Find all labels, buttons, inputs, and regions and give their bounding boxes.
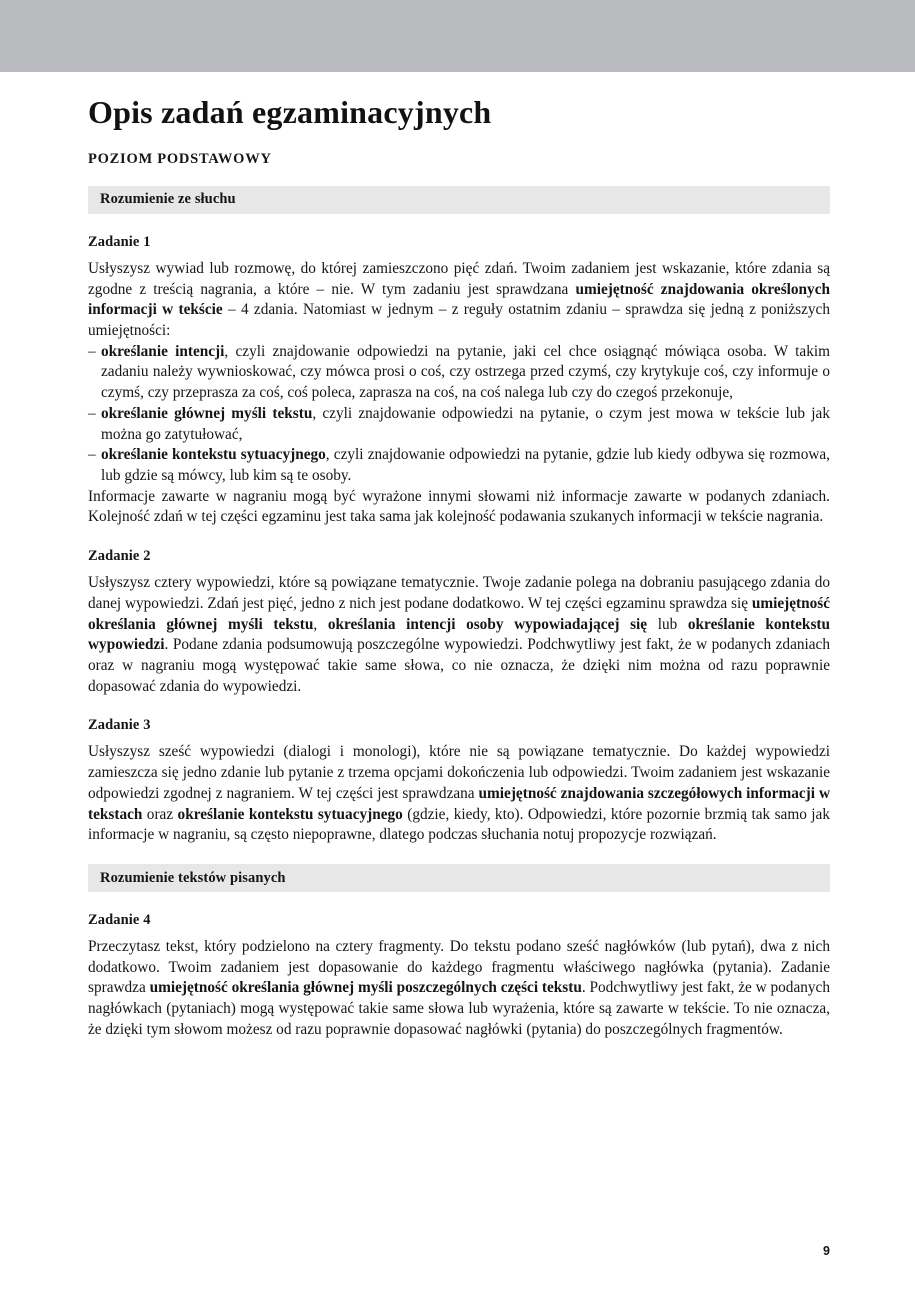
task-2-text-a: Usłyszysz cztery wypowiedzi, które są powiązane tematycznie. Twoje zadanie polega na dobraniu pasującego zdania do danej wypowiedzi. Zdań jest pięć, jedno z nich jest podane dodatkowo. W tej części egzaminu sprawdza się: [88, 574, 830, 612]
task-3-bold-a: umiejętność znajdowania szczegółowych informacji w tekstach: [88, 784, 830, 823]
task-4-text-b: . Podchwytliwy jest fakt, że w podanych nagłówkach (pytaniach) mogą występować takie same słowa lub wyrażenia, które są zawarte w tekście. To nie oznacza, że dzięki tym słowom możesz od razu poprawnie dopasować nagłówki (pytania) do poszczególnych fragmentów.: [88, 979, 830, 1038]
list-item: [88, 404, 830, 445]
list-item: [88, 445, 830, 486]
task-1-outro: Informacje zawarte w nagraniu mogą być wyrażone innymi słowami niż informacje zawarte w podanych zdaniach. Kolejność zdań w tej części egzaminu jest taka sama jak kolejność podawania szukanych informacji w tekście nagrania.: [88, 487, 830, 526]
task-heading-4: Zadanie 4: [88, 912, 151, 929]
task-1-intro-text-b: – 4 zdania. Natomiast w jednym – z reguły ostatnim zdaniu – sprawdza się jedną z poniższych umiejętności:: [88, 301, 830, 339]
page-title: Opis zadań egzaminacyjnych: [88, 94, 492, 130]
task-heading-3: Zadanie 3: [88, 717, 151, 734]
task-3-text-a: Usłyszysz sześć wypowiedzi (dialogi i monologi), które nie są powiązane tematycznie. Do każdej wypowiedzi zamieszcza się jedno zdanie lub pytanie z trzema opcjami dokończenia lub odpowiedzi. Twoim zadaniem jest wskazanie odpowiedzi zgodnej z nagraniem. W tej części jest sprawdzana: [88, 743, 830, 802]
task-4-bold-a: umiejętność określania głównej myśli poszczególnych części tekstu: [149, 979, 582, 997]
page-number: 9: [823, 1244, 830, 1258]
task-2-body: [88, 573, 830, 697]
task-1-intro: [88, 259, 830, 342]
task-3-text-c: (gdzie, kiedy, kto). Odpowiedzi, które pozornie brzmią tak samo jak informacje w nagraniu, są często niepoprawne, dlatego podczas słuchania notuj propozycje rozwiązań.: [88, 805, 830, 844]
task-1-intro-bold-a: umiejętność znajdowania określonych informacji w tekście: [88, 280, 831, 319]
task-1-bullet-2-bold: określanie głównej myśli tekstu: [101, 404, 313, 422]
section-header-reading: [88, 864, 830, 892]
task-3-bold-b: określanie kontekstu sytuacyjnego: [177, 805, 403, 823]
task-1-bullet-2-text: , czyli znajdowanie odpowiedzi na pytanie, o czym jest mowa w tekście lub jak można go zatytułować,: [101, 404, 830, 443]
task-1-bullet-3-text: , czyli znajdowanie odpowiedzi na pytanie, gdzie lub kiedy odbywa się rozmowa, lub gdzie są mówcy, lub kim są te osoby.: [101, 446, 831, 484]
task-block-2: [88, 548, 830, 697]
task-1-skill-list: [88, 342, 830, 487]
exam-level-label: POZIOM PODSTAWOWY: [88, 150, 272, 167]
page-content: [0, 72, 915, 1294]
task-1-bullet-1-text: , czyli znajdowanie odpowiedzi na pytanie, jaki cel chce osiągnąć mówiąca osoba. W takim zadaniu należy wywnioskować, czy mówca prosi o coś, czy ostrzega przed czymś, czy krytykuje coś, czy informuje o czymś, czy przeprasza za coś, coś poleca, zaprasza na coś, na coś nalega lub czy do czegoś przekonuje,: [101, 342, 831, 402]
task-1-intro-text-a: Usłyszysz wywiad lub rozmowę, do której zamieszczono pięć zdań. Twoim zadaniem jest wskazanie, które zdania są zgodne z treścią nagrania, a które – nie. W tym zadaniu jest sprawdzana: [88, 259, 830, 298]
task-4-text-a: Przeczytasz tekst, który podzielono na cztery fragmenty. Do tekstu podano sześć nagłówków (lub pytań), dwa z nich dodatkowo. Twoim zadaniem jest dopasowanie do każdego fragmentu właściwego nagłówka (pytania). Zadanie sprawdza: [88, 938, 830, 997]
section-title-listening: Rozumienie ze słuchu: [100, 191, 236, 208]
section-title-reading: Rozumienie tekstów pisanych: [100, 869, 286, 886]
task-block-3: [88, 717, 830, 846]
task-2-text-d: . Podane zdania podsumowują poszczególne wypowiedzi. Podchwytliwy jest fakt, że w podanych zdaniach oraz w nagraniu mogą występować takie same słowa, co nie oznacza, że dzięki nim można od razu poprawnie dopasować zdania do wypowiedzi.: [88, 636, 830, 695]
task-2-bold-b: określania intencji osoby wypowiadającej się: [327, 615, 648, 633]
task-4-body: [88, 937, 830, 1041]
task-2-bold-c: określanie kontekstu wypowiedzi: [88, 615, 830, 654]
task-heading-2: Zadanie 2: [88, 548, 151, 565]
task-1-bullet-3-bold: określanie kontekstu sytuacyjnego: [101, 446, 326, 464]
list-item: [88, 342, 830, 404]
task-2-bold-a: umiejętność określania głównej myśli tekstu: [88, 594, 830, 633]
task-3-body: [88, 742, 830, 846]
task-2-text-b: ,: [313, 615, 328, 633]
top-grey-banner: [0, 0, 915, 72]
task-2-text-c: lub: [647, 615, 688, 633]
task-heading-1: Zadanie 1: [88, 233, 151, 250]
section-header-listening: [88, 186, 830, 214]
task-3-text-b: oraz: [142, 805, 178, 823]
task-block-4: [88, 912, 830, 1041]
task-block-1: [88, 234, 830, 528]
task-1-bullet-1-bold: określanie intencji: [101, 342, 225, 360]
